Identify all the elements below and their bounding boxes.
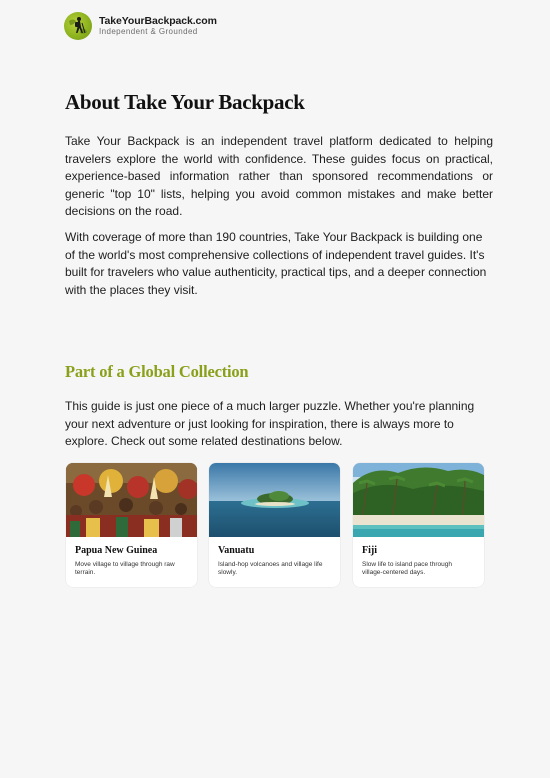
collection-heading: Part of a Global Collection <box>65 362 249 381</box>
destination-description: Slow life to island pace through village-centered days. <box>362 561 452 576</box>
brand-tagline: Independent & Grounded <box>99 26 198 36</box>
brand-name: TakeYourBackpack.com <box>99 15 217 28</box>
destination-name: Vanuatu <box>218 545 255 556</box>
destination-description: Island-hop volcanoes and village life slowly. <box>218 561 323 576</box>
destination-card-vanuatu[interactable] <box>209 463 340 587</box>
brand-header[interactable] <box>64 12 217 40</box>
destination-description: Move village to village through raw terrain. <box>75 561 175 576</box>
fiji-photo <box>353 463 484 537</box>
globe-backpacker-logo-icon <box>64 12 92 40</box>
vanuatu-photo <box>209 463 340 537</box>
about-heading: About Take Your Backpack <box>65 90 305 114</box>
papua-new-guinea-photo <box>66 463 197 537</box>
destination-card-papua-new-guinea[interactable] <box>66 463 197 587</box>
about-paragraph-1: Take Your Backpack is an independent travel platform dedicated to helping travelers explore the world with confidence. These guides focus on practical, experience-based information rather than sponsored recommendations or generic "top 10" lists, helping you avoid common mistakes and make better decisions on the road. <box>65 134 493 218</box>
destination-name: Papua New Guinea <box>75 545 158 556</box>
destination-card-fiji[interactable] <box>353 463 484 587</box>
destination-name: Fiji <box>362 545 377 556</box>
collection-paragraph: This guide is just one piece of a much larger puzzle. Whether you're planning your next adventure or just looking for inspiration, there is always more to explore. Check out some related destinations below. <box>65 399 475 448</box>
about-paragraph-2: With coverage of more than 190 countries, Take Your Backpack is building one of the world's most comprehensive collections of independent travel guides. It's built for travelers who value authenticity, practical tips, and a deeper connection with the places they visit. <box>65 230 487 297</box>
